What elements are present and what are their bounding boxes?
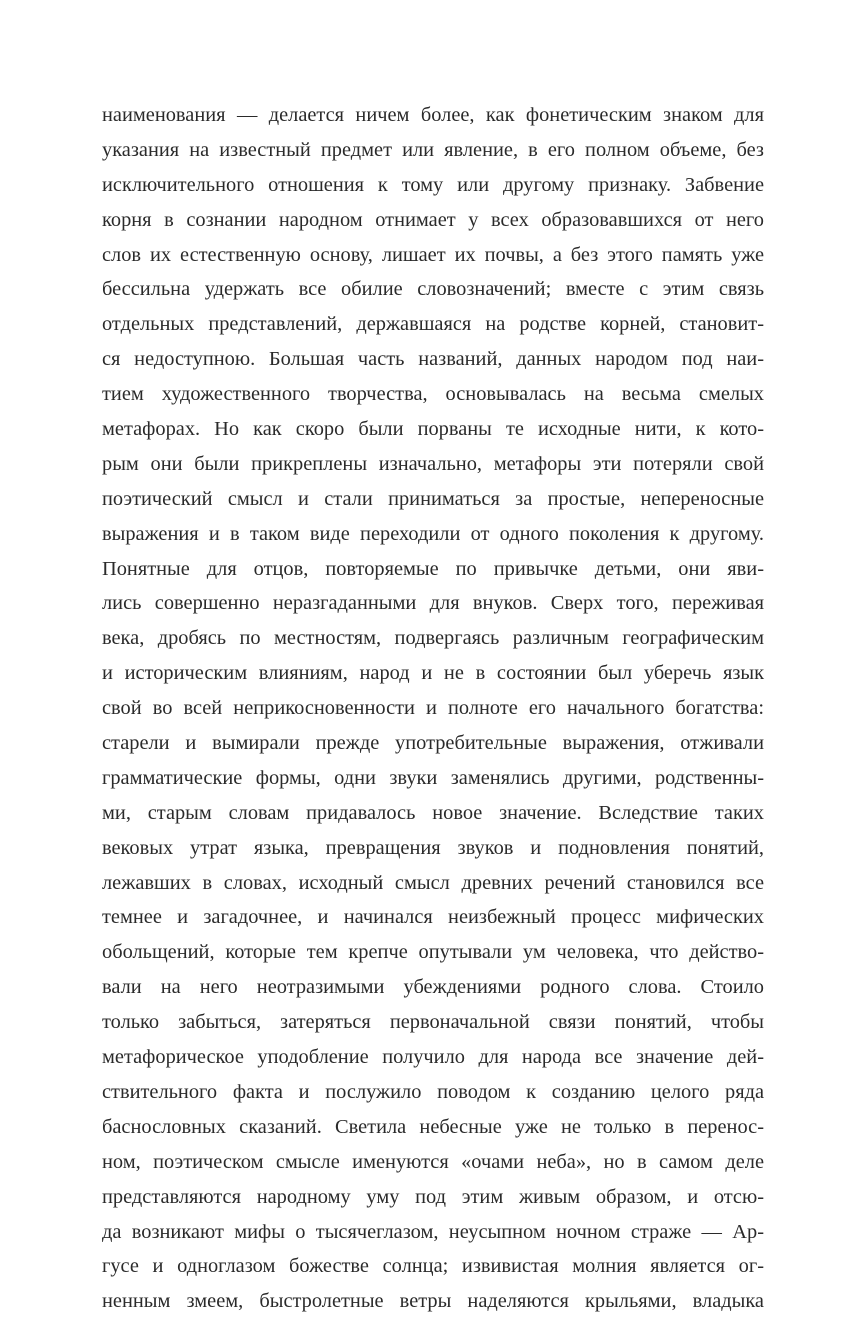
text-line: гусе и одноглазом божестве солнца; извивистая молния является ог- [102,1255,764,1278]
text-line: ненным змеем, быстролетные ветры наделяются крыльями, владыка [102,1290,764,1313]
text-line: корня в сознании народном отнимает у всех образовавшихся от него [102,208,764,231]
text-line: ствительного факта и послужило поводом к созданию целого ряда [102,1080,764,1103]
text-line: тием художественного творчества, основывалась на весьма смелых [102,383,764,406]
text-line: и историческим влияниям, народ и не в состоянии был уберечь язык [102,662,764,685]
text-line: метафорическое уподобление получило для народа все значение дей- [102,1046,764,1069]
text-line: только забыться, затеряться первоначальной связи понятий, чтобы [102,1011,764,1034]
text-line: свой во всей неприкосновенности и полноте его начального богатства: [102,697,764,720]
text-line: ном, поэтическом смысле именуются «очами неба», но в самом деле [102,1150,764,1173]
text-line: представляются народному уму под этим живым образом, и отсю- [102,1185,764,1208]
text-line: лись совершенно неразгаданными для внуков. Сверх того, переживая [102,592,764,615]
text-line: наименования — делается ничем более, как фонетическим знаком для [102,104,764,126]
text-line: баснословных сказаний. Светила небесные уже не только в перенос- [102,1115,764,1138]
text-line: ся недоступною. Большая часть названий, данных народом под наи- [102,348,764,371]
body-text [102,98,764,1319]
text-line: исключительного отношения к тому или другому признаку. Забвение [102,173,764,196]
text-line: да возникают мифы о тысячеглазом, неусыпном ночном страже — Ар- [102,1220,764,1243]
text-line: века, дробясь по местностям, подвергаясь различным географическим [102,627,764,650]
text-line: рым они были прикреплены изначально, метафоры эти потеряли свой [102,452,764,475]
text-line: вали на него неотразимыми убеждениями родного слова. Стоило [102,976,764,999]
text-line: темнее и загадочнее, и начинался неизбежный процесс мифических [102,906,764,929]
text-line: слов их естественную основу, лишает их почвы, а без этого память уже [102,243,764,266]
text-line: указания на известный предмет или явление, в его полном объеме, без [102,138,764,161]
text-line: отдельных представлений, державшаяся на родстве корней, становит- [102,313,764,336]
text-line: метафорах. Но как скоро были порваны те исходные нити, к кото- [102,418,764,441]
text-line: грамматические формы, одни звуки заменялись другими, родственны- [102,766,764,789]
text-line: старели и вымирали прежде употребительные выражения, отживали [102,732,764,755]
text-line: бессильна удержать все обилие словозначений; вместе с этим связь [102,278,764,301]
text-line: Понятные для отцов, повторяемые по привычке детьми, они яви- [102,557,764,580]
text-line: поэтический смысл и стали приниматься за простые, непереносные [102,487,764,510]
text-line: обольщений, которые тем крепче опутывали ум человека, что действо- [102,941,764,964]
text-line: лежавших в словах, исходный смысл древних речений становился все [102,871,764,894]
text-line: ми, старым словам придавалось новое значение. Вследствие таких [102,801,764,824]
text-line: вековых утрат языка, превращения звуков и подновления понятий, [102,836,764,859]
text-line: выражения и в таком виде переходили от одного поколения к другому. [102,522,764,545]
